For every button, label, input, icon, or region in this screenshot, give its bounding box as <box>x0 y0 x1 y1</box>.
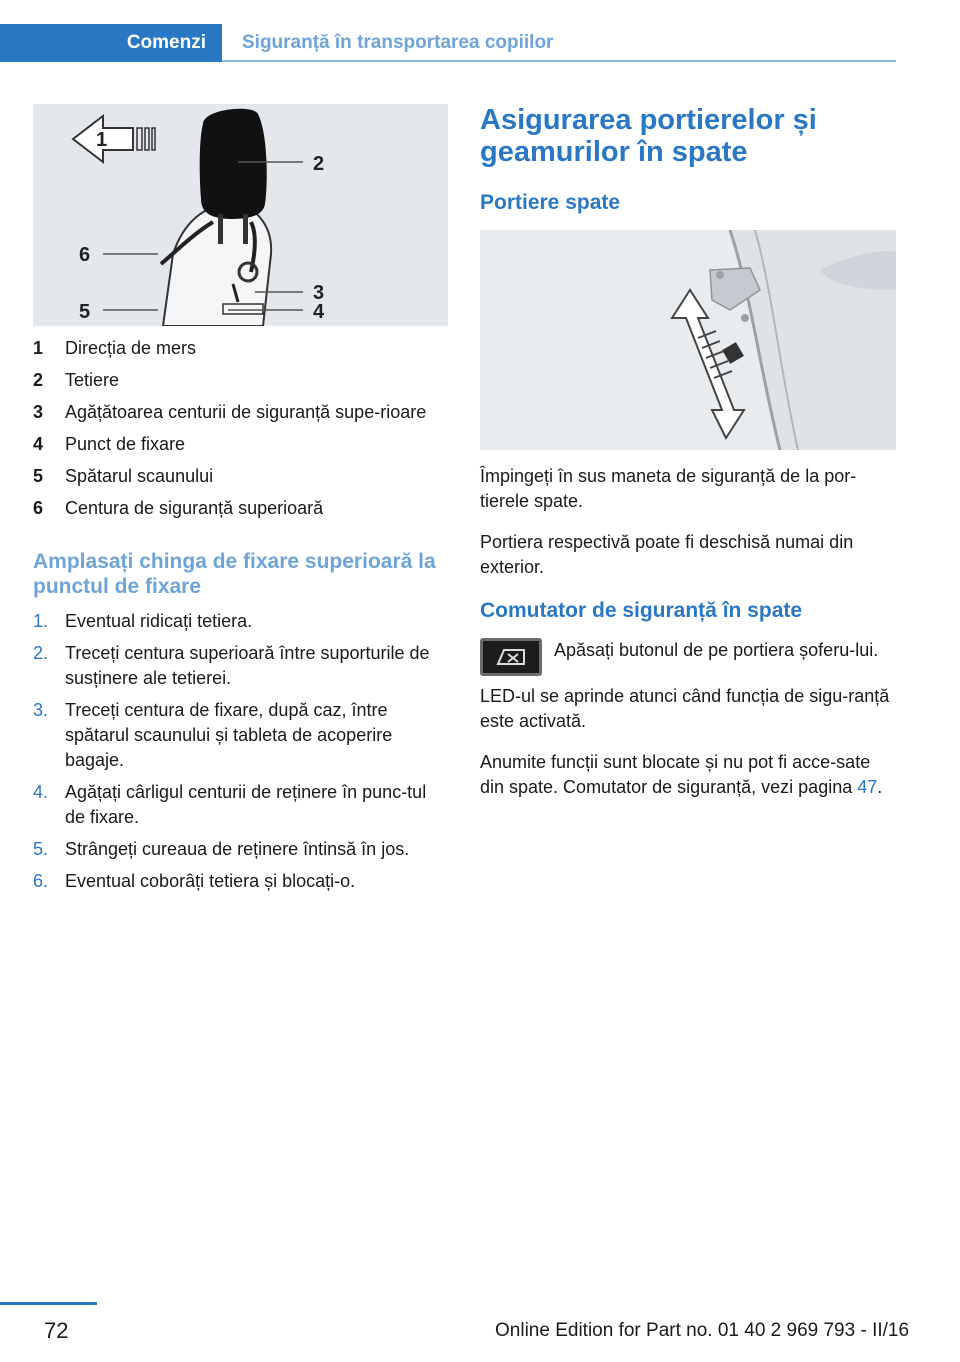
page-header <box>0 0 960 64</box>
steps-list <box>33 609 448 894</box>
window-lock-icon <box>494 646 528 668</box>
door-lock-illustration <box>480 230 896 450</box>
switch-heading: Comutator de siguranță în spate <box>480 599 803 622</box>
legend-item <box>33 432 448 457</box>
headrest-figure <box>33 104 448 326</box>
legend-text: Direcția de mers <box>65 338 197 358</box>
legend-text: Centura de siguranță superioară <box>65 498 324 518</box>
door-figure <box>480 230 896 450</box>
page-title: Asigurarea portierelor și geamurilor în spate <box>480 104 817 168</box>
right-column <box>480 104 896 800</box>
step-text: Eventual ridicați tetiera. <box>65 611 253 631</box>
step-item <box>33 609 448 634</box>
child-lock-button-icon <box>480 638 542 676</box>
switch-instruction: Apăsați butonul de pe portiera șoferu-lui. <box>554 640 879 660</box>
legend-number: 2 <box>33 370 44 390</box>
step-number: 3. <box>33 700 49 720</box>
legend-number: 5 <box>33 466 44 486</box>
callout-1: 1 <box>96 129 108 151</box>
header-divider <box>222 60 896 62</box>
step-text: Strângeți cureaua de reținere întinsă în jos. <box>65 839 410 859</box>
legend-item <box>33 368 448 393</box>
legend-list <box>33 336 448 521</box>
legend-text: Tetiere <box>65 370 120 390</box>
step-item <box>33 780 448 830</box>
step-text: Agățați cârligul centurii de reținere în punc-tul de fixare. <box>65 782 427 827</box>
edition-info: Online Edition for Part no. 01 40 2 969 793 - II/16 <box>495 1320 910 1341</box>
callout-6: 6 <box>79 244 91 266</box>
legend-number: 6 <box>33 498 44 518</box>
section-heading: Amplasați chinga de fixare superioară la punctul de fixare <box>33 550 436 598</box>
legend-item <box>33 496 448 521</box>
legend-text: Spătarul scaunului <box>65 466 214 486</box>
switch-paragraph-2-end: . <box>877 777 883 797</box>
footer-divider <box>0 1302 97 1305</box>
legend-number: 1 <box>33 338 44 358</box>
step-number: 2. <box>33 643 49 663</box>
step-text: Treceți centura de fixare, după caz, între spătarul scaunului și tableta de acoperire bagaje. <box>65 700 393 770</box>
legend-item <box>33 400 448 425</box>
step-item <box>33 641 448 691</box>
breadcrumb[interactable]: Siguranță în transportarea copiilor <box>242 32 554 53</box>
step-text: Treceți centura superioară între suporturile de susținere ale tetierei. <box>65 643 430 688</box>
legend-number: 3 <box>33 402 44 422</box>
callout-3: 3 <box>313 282 325 304</box>
section-tab[interactable] <box>0 24 222 62</box>
door-heading: Portiere spate <box>480 191 621 214</box>
step-number: 5. <box>33 839 49 859</box>
callout-4: 4 <box>313 301 325 323</box>
step-item <box>33 698 448 773</box>
step-number: 6. <box>33 871 49 891</box>
legend-text: Punct de fixare <box>65 434 186 454</box>
door-paragraph-1: Împingeți în sus maneta de siguranță de la por-tierele spate. <box>480 466 857 511</box>
callout-2: 2 <box>313 153 325 175</box>
page-reference-link[interactable]: 47 <box>857 777 878 797</box>
switch-paragraph-1: LED-ul se aprinde atunci când funcția de sigu-ranță este activată. <box>480 686 890 731</box>
callout-5: 5 <box>79 301 91 323</box>
door-paragraph-2: Portiera respectivă poate fi deschisă numai din exterior. <box>480 532 854 577</box>
legend-item <box>33 336 448 361</box>
step-number: 4. <box>33 782 49 802</box>
step-text: Eventual coborâți tetiera și blocați-o. <box>65 871 356 891</box>
legend-number: 4 <box>33 434 44 454</box>
switch-paragraph-2 <box>480 750 896 800</box>
legend-item <box>33 464 448 489</box>
headrest-illustration <box>33 104 448 326</box>
switch-paragraph-2-text: Anumite funcții sunt blocate și nu pot fi acce-sate din spate. Comutator de siguranță, vezi pagina <box>480 752 871 797</box>
page-number: 72 <box>44 1318 69 1343</box>
left-column <box>33 336 448 901</box>
step-item <box>33 869 448 894</box>
section-tab-label: Comenzi <box>126 32 206 53</box>
step-item <box>33 837 448 862</box>
legend-text: Agățătoarea centurii de siguranță supe-rioare <box>65 402 427 422</box>
switch-instruction-row <box>480 638 896 676</box>
step-number: 1. <box>33 611 49 631</box>
